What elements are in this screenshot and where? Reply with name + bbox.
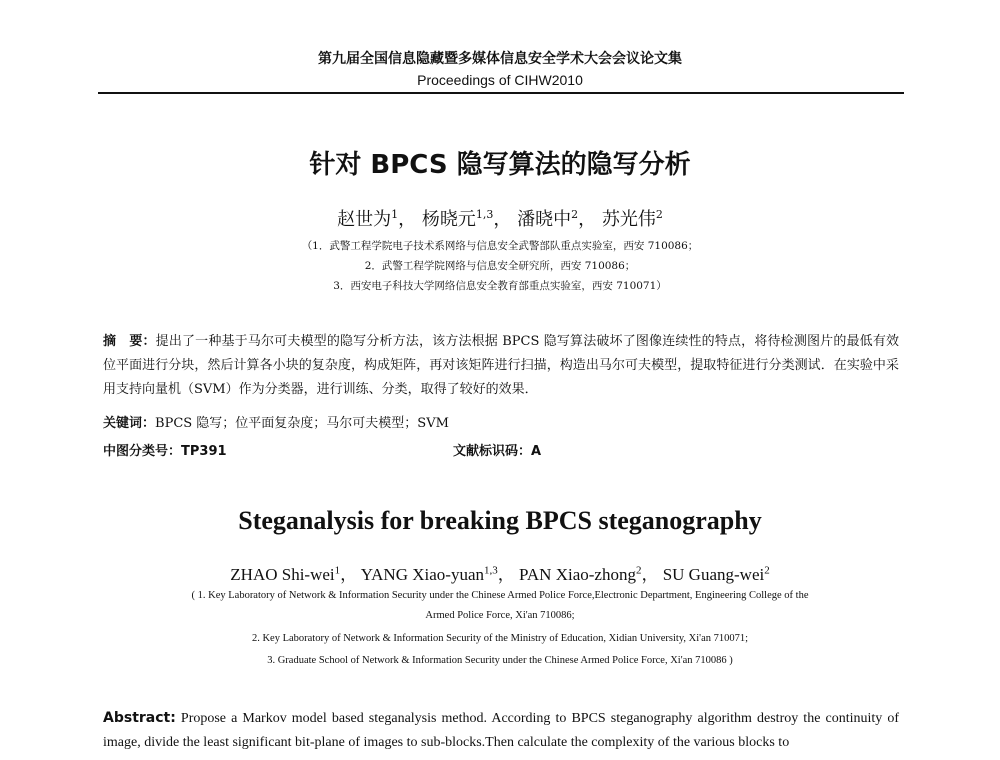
author-separator: ， <box>497 565 515 584</box>
author-affiliation-mark: 1,3 <box>484 564 498 577</box>
affiliation-en: 3. Graduate School of Network & Information Security under the Chinese Armed Police Force, Xi'an 710086 ) <box>267 655 733 666</box>
author-affiliation-mark: 1 <box>391 208 399 221</box>
author-name: 苏光伟 <box>601 209 656 230</box>
author-name: YANG Xiao-yuan <box>360 565 484 584</box>
abstract-label-en: Abstract: <box>103 710 176 726</box>
author-name: 赵世为 <box>337 209 392 230</box>
abstract-cn <box>103 330 899 402</box>
header-divider <box>98 92 904 94</box>
author-affiliation-mark: 2 <box>571 208 579 221</box>
author-separator: ， <box>493 209 512 230</box>
affiliation-en: ( 1. Key Laboratory of Network & Information Security under the Chinese Armed Police Force,Electronic Department, Engineering College of the <box>191 590 809 601</box>
doc-code-label: 文献标识码： <box>453 444 532 459</box>
author-separator: ， <box>340 565 358 584</box>
keywords-label-cn: 关键词： <box>103 416 156 431</box>
abstract-text-cn: 提出了一种基于马尔可夫模型的隐写分析方法，该方法根据 BPCS 隐写算法破坏了图像连续性的特点，将待检测图片的最低有效位平面进行分块，然后计算各小块的复杂度，构成矩阵，再对该矩阵进行扫描，构造出马尔可夫模型，提取特征进行分类测试．在实验中采用支持向量机（SVM）作为分类器，进行训练、分类，取得了较好的效果． <box>103 334 899 397</box>
affiliation-cn: 3．西安电子科技大学网络信息安全教育部重点实验室，西安 710071） <box>333 280 667 292</box>
affiliation-en: Armed Police Force, Xi'an 710086; <box>425 610 575 621</box>
author-list-en <box>0 560 1000 585</box>
keywords-cn <box>103 412 899 431</box>
doc-code-value: A <box>531 444 542 459</box>
keywords-text-cn: BPCS 隐写；位平面复杂度；马尔可夫模型；SVM <box>155 416 449 431</box>
affiliation-en: 2. Key Laboratory of Network & Information Security of the Ministry of Education, Xidian University, Xi'an 710071; <box>251 633 749 644</box>
author-name: SU Guang-wei <box>662 565 765 584</box>
paper-title-cn: 针对 BPCS 隐写算法的隐写分析 <box>309 150 691 180</box>
document-code <box>453 440 541 459</box>
author-separator: ， <box>398 209 417 230</box>
affiliation-cn: 2．武警工程学院网络与信息安全研究所，西安 710086； <box>364 260 636 272</box>
author-affiliation-mark: 1 <box>334 564 341 577</box>
paper-title-en: Steganalysis for breaking BPCS steganography <box>238 506 762 535</box>
author-separator: ， <box>578 209 597 230</box>
clc-label: 中图分类号： <box>103 444 182 459</box>
author-name: PAN Xiao-zhong <box>519 565 636 584</box>
author-affiliation-mark: 2 <box>635 564 642 577</box>
author-name: 潘晓中 <box>517 209 572 230</box>
affiliation-cn: （1．武警工程学院电子技术系网络与信息安全武警部队重点实验室，西安 710086； <box>301 240 699 252</box>
abstract-label-cn: 摘 要： <box>103 334 156 349</box>
abstract-en <box>103 706 899 755</box>
abstract-text-en: Propose a Markov model based steganalysis method. According to BPCS steganography algorithm destroy the continuity of image, divide the least significant bit-plane of images to sub-blocks.Then calculate the complexity of the various blocks to <box>103 711 899 750</box>
author-affiliation-mark: 2 <box>764 564 770 577</box>
author-name: 杨晓元 <box>421 209 476 230</box>
author-affiliation-mark: 2 <box>655 208 663 221</box>
classification-line <box>103 440 899 460</box>
author-list-cn <box>0 205 1000 231</box>
author-affiliation-mark: 1,3 <box>475 208 494 221</box>
proceedings-title-en: Proceedings of CIHW2010 <box>417 72 583 88</box>
author-name: ZHAO Shi-wei <box>230 565 335 584</box>
author-separator: ， <box>641 565 659 584</box>
clc-value: TP391 <box>181 444 227 459</box>
proceedings-title-cn: 第九届全国信息隐藏暨多媒体信息安全学术大会会议论文集 <box>318 51 682 67</box>
